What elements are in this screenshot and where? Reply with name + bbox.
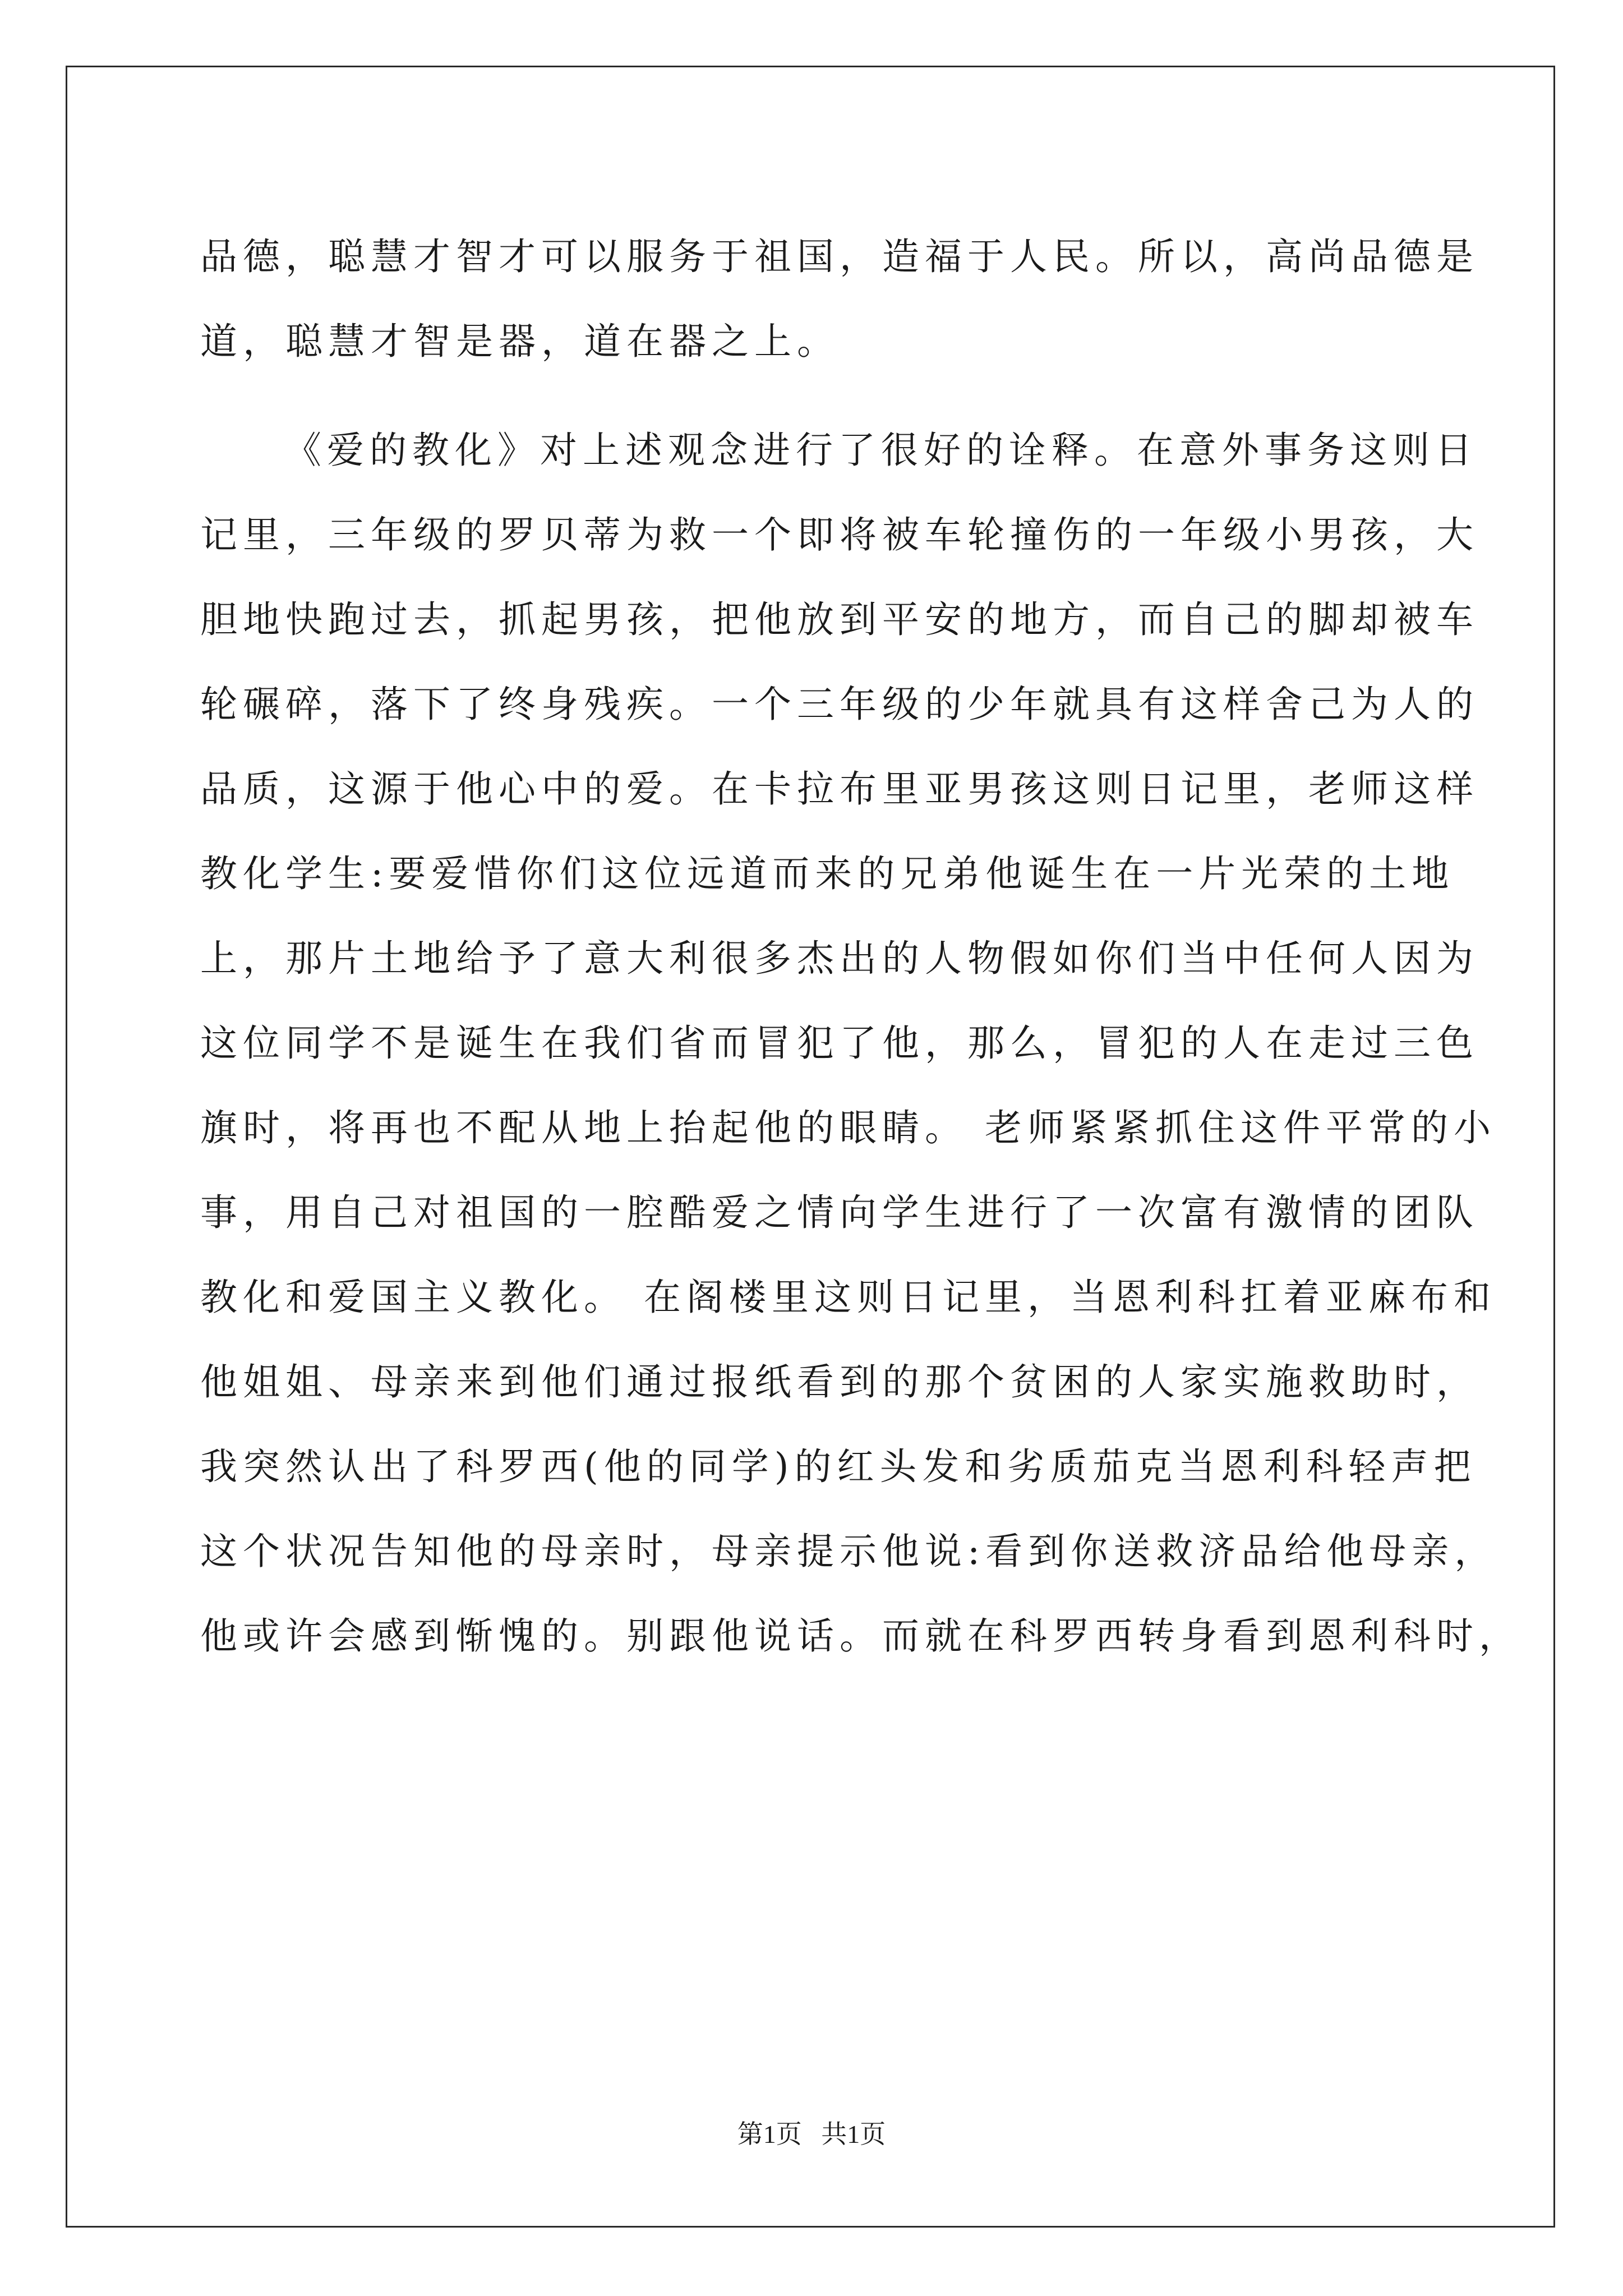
text-line: 他或许会感到惭愧的。别跟他说话。而就在科罗西转身看到恩利科时， xyxy=(200,1614,1521,1658)
text-line: 事，用自己对祖国的一腔酷爱之情向学生进行了一次富有激情的团队 xyxy=(200,1191,1479,1234)
text-line: 这位同学不是诞生在我们省而冒犯了他，那么，冒犯的人在走过三色 xyxy=(200,1022,1479,1065)
text-line: 胆地快跑过去，抓起男孩，把他放到平安的地方，而自己的脚却被车 xyxy=(200,598,1479,641)
text-line: 记里，三年级的罗贝蒂为救一个即将被车轮撞伤的一年级小男孩，大 xyxy=(200,513,1479,556)
text-line: 教化和爱国主义教化。 在阁楼里这则日记里，当恩利科扛着亚麻布和 xyxy=(200,1276,1496,1319)
text-line: 我突然认出了科罗西(他的同学)的红头发和劣质茄克当恩利科轻声把 xyxy=(200,1445,1477,1488)
text-line: 品质，这源于他心中的爱。在卡拉布里亚男孩这则日记里，老师这样 xyxy=(200,767,1479,811)
footer-separator xyxy=(802,2120,822,2148)
paragraph-first-line: 《爱的教化》对上述观念进行了很好的诠释。在意外事务这则日 xyxy=(284,429,1478,472)
text-line: 他姐姐、母亲来到他们通过报纸看到的那个贫困的人家实施救助时， xyxy=(200,1360,1479,1404)
text-line: 这个状况告知他的母亲时，母亲提示他说:看到你送救济品给他母亲， xyxy=(200,1530,1497,1573)
text-line: 上，那片土地给予了意大利很多杰出的人物假如你们当中任何人因为 xyxy=(200,937,1479,980)
page-total: 共1页 xyxy=(821,2120,886,2148)
document-body xyxy=(200,214,1521,1678)
text-line: 旗时，将再也不配从地上抬起他的眼睛。 老师紧紧抓住这件平常的小 xyxy=(200,1106,1496,1149)
page-footer xyxy=(0,2118,1623,2151)
text-line: 品德，聪慧才智才可以服务于祖国，造福于人民。所以，高尚品德是 xyxy=(200,235,1479,278)
text-line: 教化学生:要爱惜你们这位远道而来的兄弟他诞生在一片光荣的土地 xyxy=(200,852,1455,895)
text-line: 轮碾碎，落下了终身残疾。一个三年级的少年就具有这样舍己为人的 xyxy=(200,683,1479,726)
page-number: 第1页 xyxy=(737,2120,802,2148)
text-line: 道，聪慧才智是器，道在器之上。 xyxy=(200,320,840,363)
